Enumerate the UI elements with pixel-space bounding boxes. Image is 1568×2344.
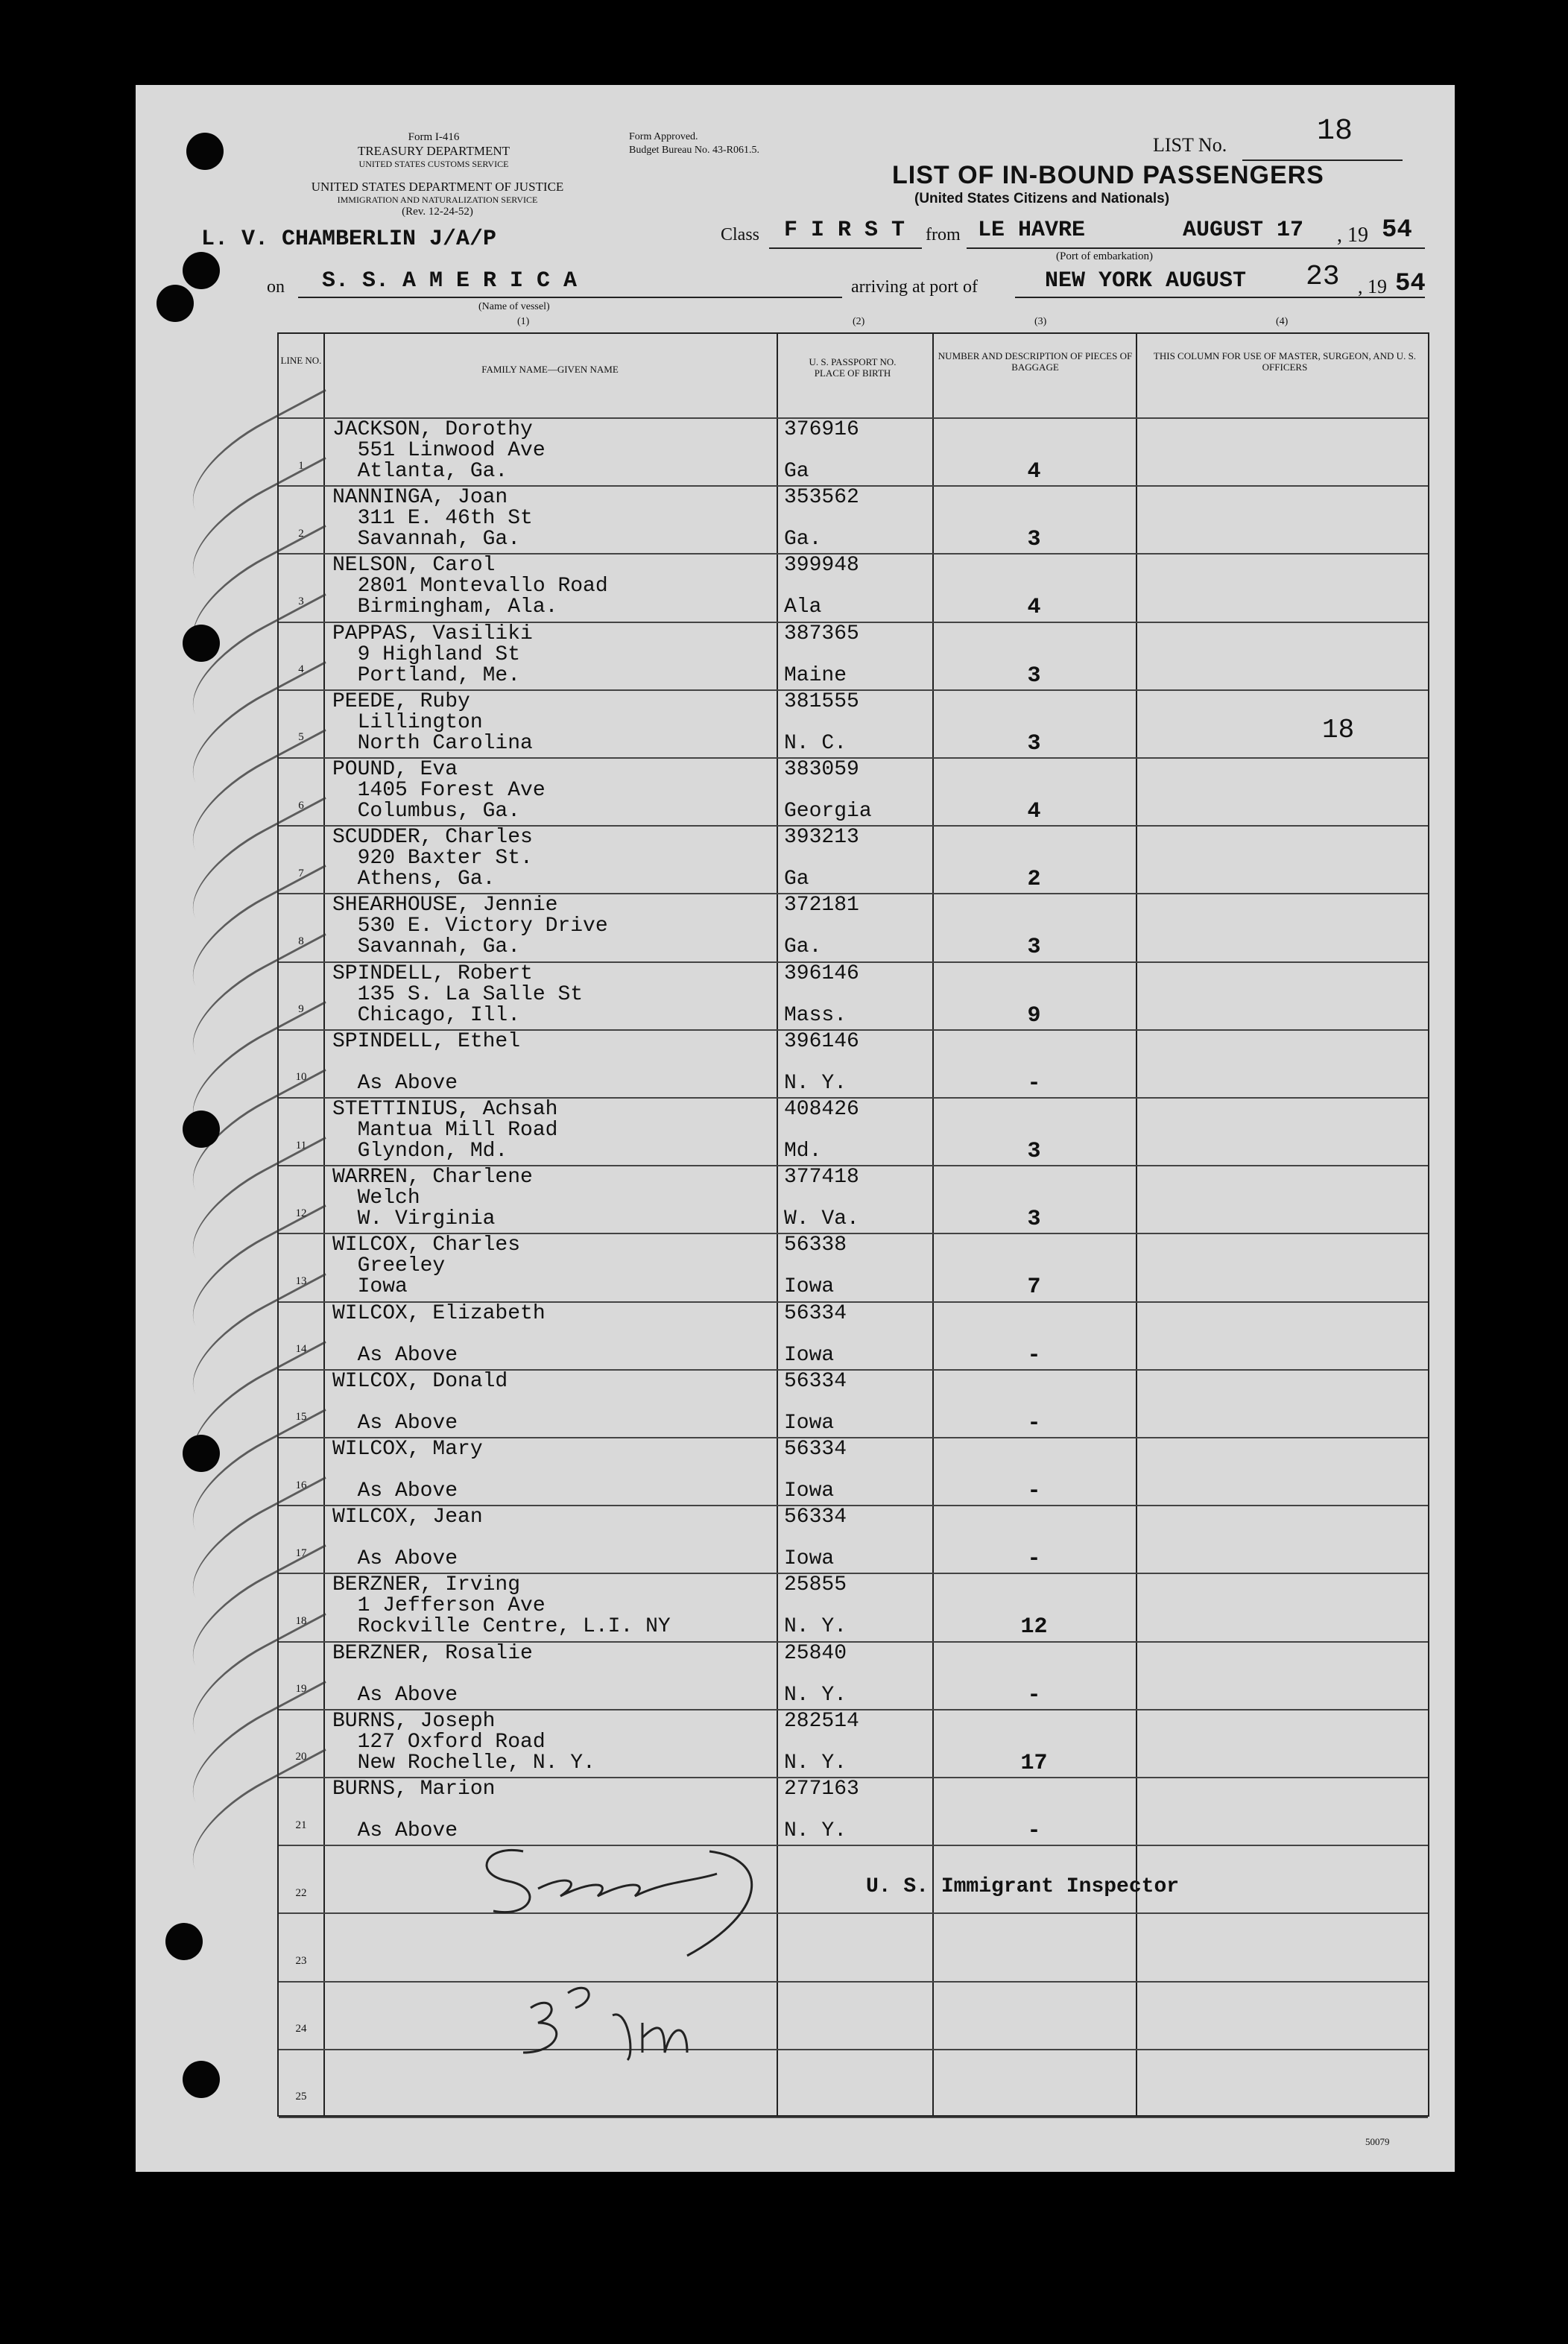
passenger-name: WILCOX, Mary (332, 1438, 483, 1461)
baggage-count: 3 (1027, 663, 1041, 689)
baggage-count: - (1027, 1342, 1041, 1368)
binder-hole (183, 252, 220, 289)
place-of-birth: N. Y. (784, 1819, 847, 1842)
passenger-name: WILCOX, Jean (332, 1506, 483, 1529)
passport-no: 25840 (784, 1641, 847, 1665)
baggage-count: 12 (1020, 1614, 1048, 1640)
table-row (279, 825, 1428, 893)
page-subtitle: (United States Citizens and Nationals) (914, 191, 1170, 206)
passenger-name: JACKSON, Dorothy (332, 418, 533, 441)
line-number: 21 (295, 1819, 307, 1831)
address-line: 1 Jefferson Ave (332, 1594, 546, 1618)
from-line (967, 247, 1425, 249)
passport-no: 56334 (784, 1438, 847, 1461)
place-of-birth: Md. (784, 1140, 822, 1163)
baggage-count: 4 (1027, 459, 1041, 484)
binder-hole (186, 133, 224, 170)
table-row (279, 893, 1428, 961)
city-line: New Rochelle, N. Y. (332, 1751, 595, 1775)
line-number: 1 (298, 459, 304, 472)
table-row (279, 1709, 1428, 1777)
address-line: 135 S. La Salle St (332, 982, 584, 1006)
header-name: FAMILY NAME—GIVEN NAME (481, 364, 619, 375)
header-officers: THIS COLUMN FOR USE OF MASTER, SURGEON, AND U. S. OFFICERS (1153, 350, 1417, 373)
line-number: 11 (295, 1139, 307, 1152)
place-of-birth: N. Y. (784, 1071, 847, 1095)
page-title: LIST OF IN-BOUND PASSENGERS (892, 161, 1324, 189)
place-of-birth: N. Y. (784, 1683, 847, 1707)
city-line: Portland, Me. (332, 663, 521, 687)
line-number: 4 (298, 663, 304, 676)
vessel-name: S. S. A M E R I C A (322, 268, 578, 294)
city-line: Glyndon, Md. (332, 1140, 508, 1163)
address-line: 551 Linwood Ave (332, 439, 546, 462)
passenger-name: WILCOX, Charles (332, 1233, 521, 1257)
binder-hole (183, 625, 220, 662)
passport-no: 282514 (784, 1709, 859, 1733)
place-of-birth: Maine (784, 663, 847, 687)
place-of-birth: Georgia (784, 800, 872, 823)
place-of-birth: Ala (784, 596, 822, 619)
line-number: 7 (298, 867, 304, 879)
line-number: 22 (295, 1886, 307, 1899)
list-no-label: LIST No. (1153, 134, 1227, 156)
passenger-name: WILCOX, Donald (332, 1369, 508, 1393)
table-row (279, 1641, 1428, 1709)
address-line: 127 Oxford Road (332, 1730, 546, 1754)
table-row (279, 622, 1428, 689)
address-line: Lillington (332, 710, 483, 734)
address-line: 920 Baxter St. (332, 847, 533, 871)
baggage-count: - (1027, 1410, 1041, 1436)
budget-bureau: Budget Bureau No. 43-R061.5. (629, 145, 759, 156)
passport-no: 396146 (784, 961, 859, 985)
depart-date: AUGUST 17 (1183, 218, 1304, 243)
address-line: 1405 Forest Ave (332, 779, 546, 802)
city-line: As Above (332, 1819, 458, 1842)
address-line: 530 E. Victory Drive (332, 914, 608, 938)
line-number: 19 (295, 1683, 307, 1696)
passport-no: 25855 (784, 1573, 847, 1597)
address-line: 2801 Montevallo Road (332, 575, 608, 598)
passport-no: 387365 (784, 622, 859, 645)
baggage-count: 3 (1027, 1207, 1041, 1233)
table-row (279, 1437, 1428, 1505)
line-number: 17 (295, 1547, 307, 1559)
passenger-name: SPINDELL, Robert (332, 961, 533, 985)
table-row (279, 1505, 1428, 1573)
binder-hole (157, 285, 194, 322)
place-of-birth: Iowa (784, 1547, 835, 1571)
table-row (279, 1573, 1428, 1640)
arrive-year-prefix: , 19 (1358, 276, 1387, 297)
baggage-count: - (1027, 1682, 1041, 1708)
from-port: LE HAVRE (978, 218, 1086, 243)
city-line: As Above (332, 1071, 458, 1095)
binder-hole (183, 1111, 220, 1148)
place-of-birth: N. Y. (784, 1751, 847, 1775)
baggage-count: 2 (1027, 867, 1041, 893)
line-number: 8 (298, 935, 304, 947)
line-number: 9 (298, 1003, 304, 1016)
line-number: 15 (295, 1411, 307, 1424)
baggage-count: 17 (1020, 1750, 1048, 1776)
place-of-birth: W. Va. (784, 1207, 859, 1231)
treasury-dept: TREASURY DEPARTMENT (357, 144, 510, 158)
passport-no: 56334 (784, 1301, 847, 1325)
header-line-no: LINE NO. (280, 355, 322, 366)
row-divider (279, 2117, 1428, 2118)
arrive-day: 23 (1306, 261, 1340, 293)
table-row (279, 1029, 1428, 1097)
baggage-count: - (1027, 1819, 1041, 1844)
passport-no: 408426 (784, 1098, 859, 1121)
place-of-birth: Ga (784, 868, 809, 891)
passenger-name: SHEARHOUSE, Jennie (332, 894, 558, 917)
header-baggage: NUMBER AND DESCRIPTION OF PIECES OF BAGGAGE (938, 350, 1133, 373)
baggage-count: 3 (1027, 527, 1041, 553)
passenger-name: SCUDDER, Charles (332, 826, 533, 850)
city-line: Atlanta, Ga. (332, 460, 508, 483)
line-number: 10 (295, 1071, 307, 1084)
passenger-name: WARREN, Charlene (332, 1166, 533, 1190)
city-line: As Above (332, 1411, 458, 1435)
place-of-birth: Ga. (784, 935, 822, 959)
baggage-count: 4 (1027, 799, 1041, 824)
city-line: W. Virginia (332, 1207, 496, 1231)
master-name: L. V. CHAMBERLIN J/A/P (201, 227, 497, 252)
on-label: on (267, 277, 285, 297)
vessel-note: (Name of vessel) (478, 301, 550, 312)
baggage-count: 3 (1027, 1139, 1041, 1164)
address-line: Mantua Mill Road (332, 1119, 558, 1142)
baggage-count: 3 (1027, 935, 1041, 961)
class-value: F I R S T (784, 218, 905, 243)
justice-dept: UNITED STATES DEPARTMENT OF JUSTICE (311, 180, 564, 194)
city-line: Rockville Centre, L.I. NY (332, 1615, 671, 1639)
header-passport: U. S. PASSPORT NO. PLACE OF BIRTH (809, 356, 897, 379)
passport-no: 376916 (784, 418, 859, 441)
line-number: 24 (295, 2023, 307, 2035)
city-line: As Above (332, 1683, 458, 1707)
city-line: Savannah, Ga. (332, 935, 521, 959)
line-number: 18 (295, 1614, 307, 1627)
table-row (279, 757, 1428, 825)
line-number: 2 (298, 527, 304, 540)
city-line: As Above (332, 1479, 458, 1503)
passenger-name: POUND, Eva (332, 758, 458, 781)
city-line: North Carolina (332, 731, 533, 755)
depart-year: 54 (1382, 216, 1412, 244)
place-of-birth: Iowa (784, 1411, 835, 1435)
arriving-label: arriving at port of (851, 277, 978, 297)
line-number: 20 (295, 1751, 307, 1763)
passenger-name: PEEDE, Ruby (332, 689, 470, 713)
manifest-sheet (136, 85, 1455, 2172)
passport-no: 353562 (784, 486, 859, 510)
city-line: Chicago, Ill. (332, 1003, 521, 1027)
city-line: Columbus, Ga. (332, 800, 521, 823)
customs-service: UNITED STATES CUSTOMS SERVICE (358, 159, 509, 169)
table-row (279, 1165, 1428, 1233)
passenger-name: WILCOX, Elizabeth (332, 1301, 546, 1325)
table-row (279, 553, 1428, 621)
table-row (279, 689, 1428, 757)
baggage-count: - (1027, 1070, 1041, 1096)
table-row (279, 485, 1428, 553)
passport-no: 399948 (784, 554, 859, 578)
city-line: As Above (332, 1547, 458, 1571)
revision: (Rev. 12-24-52) (402, 206, 473, 218)
address-line: 9 Highland St (332, 642, 521, 666)
passenger-name: PAPPAS, Vasiliki (332, 622, 533, 645)
line-number: 14 (295, 1343, 307, 1356)
line-number: 23 (295, 1954, 307, 1967)
officer-note: 18 (1322, 714, 1355, 745)
passenger-name: BERZNER, Rosalie (332, 1641, 533, 1665)
arrive-port: NEW YORK AUGUST (1045, 268, 1247, 294)
passenger-name: BURNS, Marion (332, 1778, 496, 1801)
passport-no: 396146 (784, 1029, 859, 1053)
form-number: Form I-416 (408, 131, 460, 143)
passport-no: 56334 (784, 1369, 847, 1393)
depart-year-prefix: , 19 (1337, 224, 1368, 247)
line-number: 16 (295, 1479, 307, 1491)
time-note (486, 2008, 563, 2033)
line-number: 12 (295, 1207, 307, 1219)
place-of-birth: Iowa (784, 1275, 835, 1299)
passport-no: 383059 (784, 758, 859, 781)
table-row (279, 1369, 1428, 1437)
vessel-line (298, 297, 842, 298)
class-label: Class (721, 225, 760, 244)
footer-code: 50079 (1365, 2136, 1390, 2147)
from-label: from (926, 225, 961, 244)
passport-no: 372181 (784, 894, 859, 917)
passport-no: 377418 (784, 1166, 859, 1190)
col-num-2: (2) (853, 316, 865, 327)
address-line: 311 E. 46th St (332, 507, 533, 531)
binder-hole (183, 2061, 220, 2098)
line-number: 25 (295, 2091, 307, 2103)
place-of-birth: Ga. (784, 528, 822, 552)
table-row (279, 1301, 1428, 1369)
line-number: 13 (295, 1274, 307, 1287)
table-row (279, 961, 1428, 1029)
city-line: Athens, Ga. (332, 868, 496, 891)
city-line: Savannah, Ga. (332, 528, 521, 552)
form-approved: Form Approved. (629, 131, 698, 142)
place-of-birth: Ga (784, 460, 809, 483)
passenger-name: SPINDELL, Ethel (332, 1029, 521, 1053)
table-row (279, 1097, 1428, 1165)
passport-no: 393213 (784, 826, 859, 850)
passport-no: 277163 (784, 1778, 859, 1801)
line-number: 6 (298, 799, 304, 812)
passenger-name: BURNS, Joseph (332, 1709, 496, 1733)
passenger-name: NANNINGA, Joan (332, 486, 508, 510)
line-number: 5 (298, 731, 304, 744)
baggage-count: 3 (1027, 730, 1041, 756)
passport-no: 56334 (784, 1506, 847, 1529)
baggage-count: - (1027, 1547, 1041, 1573)
passport-no: 56338 (784, 1233, 847, 1257)
table-row (279, 1233, 1428, 1301)
place-of-birth: Iowa (784, 1343, 835, 1367)
list-number: 18 (1317, 115, 1353, 148)
col-num-3: (3) (1034, 316, 1047, 327)
arrive-year: 54 (1395, 270, 1426, 298)
binder-hole (165, 1923, 203, 1960)
inspector-label: U. S. Immigrant Inspector (866, 1875, 1180, 1898)
city-line: Birmingham, Ala. (332, 596, 558, 619)
line-number: 3 (298, 595, 304, 607)
passport-no: 381555 (784, 689, 859, 713)
place-of-birth: N. C. (784, 731, 847, 755)
col-num-4: (4) (1276, 316, 1289, 327)
passenger-name: NELSON, Carol (332, 554, 496, 578)
inspector-signature (419, 1829, 866, 2112)
place-of-birth: Iowa (784, 1479, 835, 1503)
address-line: Greeley (332, 1254, 446, 1278)
place-of-birth: Mass. (784, 1003, 847, 1027)
address-line: Welch (332, 1187, 420, 1210)
baggage-count: 7 (1027, 1274, 1041, 1301)
baggage-count: 9 (1027, 1002, 1041, 1029)
table-row (279, 417, 1428, 485)
binder-hole (183, 1435, 220, 1472)
city-line: As Above (332, 1343, 458, 1367)
place-of-birth: N. Y. (784, 1615, 847, 1639)
ins-service: IMMIGRATION AND NATURALIZATION SERVICE (337, 195, 538, 205)
passenger-name: BERZNER, Irving (332, 1573, 521, 1597)
class-line (769, 247, 922, 249)
baggage-count: 4 (1027, 595, 1041, 621)
col-num-1: (1) (517, 316, 530, 327)
baggage-count: - (1027, 1479, 1041, 1504)
passenger-name: STETTINIUS, Achsah (332, 1098, 558, 1121)
city-line: Iowa (332, 1275, 408, 1299)
port-embark-note: (Port of embarkation) (1056, 250, 1153, 262)
